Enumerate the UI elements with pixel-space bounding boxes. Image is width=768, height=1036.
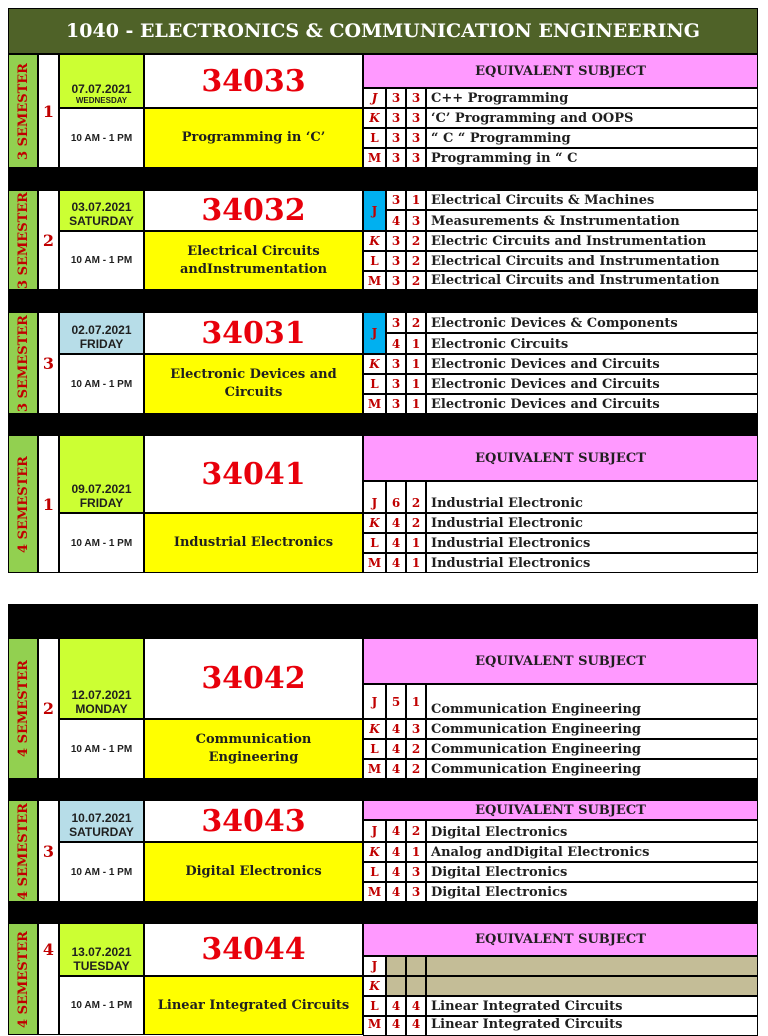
subject-name: Electrical Circuits andInstrumentation bbox=[144, 231, 363, 290]
credit-b: 4 bbox=[406, 996, 426, 1016]
equivalent-subject-name: Communication Engineering bbox=[426, 759, 758, 779]
equivalent-subject-name: Electronic Devices and Circuits bbox=[426, 394, 758, 414]
date-text: 12.07.2021 bbox=[71, 688, 132, 702]
scheme-letter: L bbox=[363, 862, 386, 882]
credit-a: 4 bbox=[386, 842, 406, 862]
scheme-letter: M bbox=[363, 271, 386, 290]
credit-a: 5 bbox=[386, 684, 406, 719]
date-text: 09.07.2021 bbox=[71, 482, 132, 496]
credit-a: 3 bbox=[386, 148, 406, 168]
credit-a: 4 bbox=[386, 862, 406, 882]
equivalent-subject-header: EQUIVALENT SUBJECT bbox=[363, 923, 758, 956]
credit-a: 4 bbox=[386, 882, 406, 902]
equivalent-subject-name: Industrial Electronic bbox=[426, 513, 758, 533]
exam-time: 10 AM - 1 PM bbox=[59, 354, 144, 414]
equivalent-subject-name: Industrial Electronic bbox=[426, 481, 758, 513]
subject-code: 34044 bbox=[144, 923, 363, 976]
day-text: FRIDAY bbox=[79, 337, 124, 351]
exam-block-34043 bbox=[8, 800, 758, 902]
serial-number: 2 bbox=[38, 190, 59, 290]
credit-a: 4 bbox=[386, 333, 406, 354]
subject-code: 34043 bbox=[144, 800, 363, 842]
page-title: 1040 - ELECTRONICS & COMMUNICATION ENGINEERING bbox=[8, 8, 758, 54]
credit-b: 2 bbox=[406, 251, 426, 271]
day-text: FRIDAY bbox=[79, 496, 124, 510]
scheme-letter: J bbox=[363, 481, 386, 513]
credit-a: 4 bbox=[386, 820, 406, 842]
exam-date bbox=[59, 312, 144, 354]
scheme-letter: M bbox=[363, 759, 386, 779]
equivalent-subject-name: Measurements & Instrumentation bbox=[426, 210, 758, 231]
subject-name: Electronic Devices and Circuits bbox=[144, 354, 363, 414]
credit-b: 2 bbox=[406, 312, 426, 333]
equivalent-subject-name: Industrial Electronics bbox=[426, 533, 758, 553]
credit-b: 1 bbox=[406, 354, 426, 374]
day-text: SATURDAY bbox=[69, 214, 134, 228]
subject-code: 34031 bbox=[144, 312, 363, 354]
serial-number: 3 bbox=[38, 800, 59, 902]
exam-block-34042 bbox=[8, 638, 758, 779]
credit-b: 1 bbox=[406, 374, 426, 394]
separator-bar bbox=[8, 779, 758, 800]
semester-label: 4 SEMESTER bbox=[8, 923, 38, 1035]
credit-a bbox=[386, 976, 406, 996]
equivalent-subject-name: Electronic Devices and Circuits bbox=[426, 354, 758, 374]
equivalent-subject-name bbox=[426, 956, 758, 976]
exam-block-34041 bbox=[8, 435, 758, 573]
semester-label: 3 SEMESTER bbox=[8, 54, 38, 168]
serial-number: 3 bbox=[38, 312, 59, 414]
scheme-letter: K bbox=[363, 513, 386, 533]
day-text: WEDNESDAY bbox=[75, 96, 128, 105]
equivalent-subject-name: Digital Electronics bbox=[426, 882, 758, 902]
equivalent-subject-name: Electrical Circuits and Instrumentation bbox=[426, 251, 758, 271]
separator-bar bbox=[8, 168, 758, 190]
subject-name: Industrial Electronics bbox=[144, 513, 363, 573]
equivalent-subject-name: Industrial Electronics bbox=[426, 553, 758, 573]
serial-number-text: 4 bbox=[42, 940, 55, 959]
separator-bar bbox=[8, 902, 758, 923]
exam-date bbox=[59, 190, 144, 231]
equivalent-subject-name: Electric Circuits and Instrumentation bbox=[426, 231, 758, 251]
credit-a: 4 bbox=[386, 996, 406, 1016]
credit-a: 4 bbox=[386, 553, 406, 573]
credit-a: 4 bbox=[386, 1016, 406, 1036]
equivalent-subject-name: Communication Engineering bbox=[426, 719, 758, 739]
equivalent-subject-name: Communication Engineering bbox=[426, 684, 758, 719]
credit-a: 4 bbox=[386, 759, 406, 779]
scheme-letter: K bbox=[363, 719, 386, 739]
exam-time: 10 AM - 1 PM bbox=[59, 231, 144, 290]
scheme-letter: M bbox=[363, 394, 386, 414]
subject-code: 34041 bbox=[144, 435, 363, 513]
exam-block-34033 bbox=[8, 54, 758, 168]
scheme-letter: M bbox=[363, 148, 386, 168]
separator-bar bbox=[8, 290, 758, 312]
credit-a: 3 bbox=[386, 108, 406, 128]
semester-label: 3 SEMESTER bbox=[8, 190, 38, 290]
scheme-letter: M bbox=[363, 1016, 386, 1036]
equivalent-subject-name: Linear Integrated Circuits bbox=[426, 996, 758, 1016]
day-text: SATURDAY bbox=[69, 825, 134, 839]
date-text: 13.07.2021 bbox=[71, 945, 132, 959]
separator-bar bbox=[8, 414, 758, 435]
semester-label: 4 SEMESTER bbox=[8, 638, 38, 779]
scheme-letter: J bbox=[363, 312, 386, 354]
credit-b: 3 bbox=[406, 128, 426, 148]
credit-b: 1 bbox=[406, 190, 426, 210]
exam-time: 10 AM - 1 PM bbox=[59, 719, 144, 779]
credit-b: 1 bbox=[406, 333, 426, 354]
credit-b: 3 bbox=[406, 719, 426, 739]
scheme-letter: L bbox=[363, 374, 386, 394]
credit-b: 2 bbox=[406, 759, 426, 779]
equivalent-subject-name: Linear Integrated Circuits bbox=[426, 1016, 758, 1036]
equivalent-subject-name: Electronic Circuits bbox=[426, 333, 758, 354]
exam-date bbox=[59, 923, 144, 976]
credit-a: 4 bbox=[386, 739, 406, 759]
equivalent-subject-header: EQUIVALENT SUBJECT bbox=[363, 435, 758, 481]
credit-b: 3 bbox=[406, 88, 426, 108]
exam-block-34044 bbox=[8, 923, 758, 1032]
equivalent-subject-name bbox=[426, 976, 758, 996]
equivalent-subject-name: ‘C’ Programming and OOPS bbox=[426, 108, 758, 128]
credit-b: 1 bbox=[406, 684, 426, 719]
date-text: 10.07.2021 bbox=[71, 811, 132, 825]
credit-a: 3 bbox=[386, 374, 406, 394]
credit-a: 4 bbox=[386, 533, 406, 553]
credit-b: 1 bbox=[406, 533, 426, 553]
equivalent-subject-name: Digital Electronics bbox=[426, 862, 758, 882]
credit-b: 2 bbox=[406, 513, 426, 533]
scheme-letter: K bbox=[363, 354, 386, 374]
scheme-letter: M bbox=[363, 882, 386, 902]
credit-a: 4 bbox=[386, 210, 406, 231]
credit-b: 2 bbox=[406, 271, 426, 290]
scheme-letter: L bbox=[363, 533, 386, 553]
scheme-letter: L bbox=[363, 739, 386, 759]
equivalent-subject-name: Electrical Circuits & Machines bbox=[426, 190, 758, 210]
semester-label: 4 SEMESTER bbox=[8, 435, 38, 573]
scheme-letter: J bbox=[363, 88, 386, 108]
subject-name: Programming in ‘C’ bbox=[144, 108, 363, 168]
equivalent-subject-header: EQUIVALENT SUBJECT bbox=[363, 638, 758, 684]
subject-name: Digital Electronics bbox=[144, 842, 363, 902]
equivalent-subject-name: Electrical Circuits and Instrumentation bbox=[426, 271, 758, 290]
credit-a: 3 bbox=[386, 88, 406, 108]
exam-time: 10 AM - 1 PM bbox=[59, 976, 144, 1035]
day-text: TUESDAY bbox=[73, 959, 130, 973]
equivalent-subject-name: “ C “ Programming bbox=[426, 128, 758, 148]
serial-number: 2 bbox=[38, 638, 59, 779]
serial-number bbox=[38, 923, 59, 1035]
subject-code: 34042 bbox=[144, 638, 363, 719]
day-text: MONDAY bbox=[75, 702, 128, 716]
credit-b: 2 bbox=[406, 231, 426, 251]
date-text: 03.07.2021 bbox=[71, 200, 132, 214]
credit-b: 3 bbox=[406, 210, 426, 231]
exam-date bbox=[59, 54, 144, 108]
date-text: 07.07.2021 bbox=[71, 82, 132, 96]
separator-bar bbox=[8, 604, 758, 638]
credit-b bbox=[406, 956, 426, 976]
credit-b: 3 bbox=[406, 862, 426, 882]
exam-time: 10 AM - 1 PM bbox=[59, 513, 144, 573]
scheme-letter: K bbox=[363, 976, 386, 996]
scheme-letter: L bbox=[363, 128, 386, 148]
scheme-letter: J bbox=[363, 956, 386, 976]
scheme-letter: L bbox=[363, 251, 386, 271]
credit-a: 6 bbox=[386, 481, 406, 513]
credit-b: 2 bbox=[406, 739, 426, 759]
scheme-letter: J bbox=[363, 684, 386, 719]
scheme-letter: K bbox=[363, 231, 386, 251]
credit-a: 3 bbox=[386, 251, 406, 271]
credit-a: 3 bbox=[386, 312, 406, 333]
serial-number: 1 bbox=[38, 435, 59, 573]
exam-time: 10 AM - 1 PM bbox=[59, 108, 144, 168]
scheme-letter: J bbox=[363, 190, 386, 231]
equivalent-subject-name: Digital Electronics bbox=[426, 820, 758, 842]
credit-b: 1 bbox=[406, 394, 426, 414]
equivalent-subject-name: Programming in “ C bbox=[426, 148, 758, 168]
subject-code: 34033 bbox=[144, 54, 363, 108]
equivalent-subject-name: Communication Engineering bbox=[426, 739, 758, 759]
scheme-letter: K bbox=[363, 842, 386, 862]
equivalent-subject-name: Electronic Devices & Components bbox=[426, 312, 758, 333]
credit-a: 4 bbox=[386, 719, 406, 739]
credit-b: 3 bbox=[406, 882, 426, 902]
credit-b: 2 bbox=[406, 820, 426, 842]
exam-block-34031 bbox=[8, 312, 758, 414]
equivalent-subject-header: EQUIVALENT SUBJECT bbox=[363, 800, 758, 820]
subject-name: Linear Integrated Circuits bbox=[144, 976, 363, 1035]
credit-b bbox=[406, 976, 426, 996]
scheme-letter: L bbox=[363, 996, 386, 1016]
credit-a: 3 bbox=[386, 190, 406, 210]
equivalent-subject-name: Electronic Devices and Circuits bbox=[426, 374, 758, 394]
scheme-letter: K bbox=[363, 108, 386, 128]
credit-b: 2 bbox=[406, 481, 426, 513]
date-text: 02.07.2021 bbox=[71, 323, 132, 337]
exam-time: 10 AM - 1 PM bbox=[59, 842, 144, 902]
exam-date bbox=[59, 638, 144, 719]
semester-label: 3 SEMESTER bbox=[8, 312, 38, 414]
exam-date bbox=[59, 800, 144, 842]
exam-date bbox=[59, 435, 144, 513]
exam-block-34032 bbox=[8, 190, 758, 290]
credit-a: 3 bbox=[386, 271, 406, 290]
credit-b: 3 bbox=[406, 148, 426, 168]
credit-a: 3 bbox=[386, 128, 406, 148]
scheme-letter: M bbox=[363, 553, 386, 573]
subject-code: 34032 bbox=[144, 190, 363, 231]
credit-a: 4 bbox=[386, 513, 406, 533]
credit-a: 3 bbox=[386, 394, 406, 414]
credit-b: 4 bbox=[406, 1016, 426, 1036]
serial-number: 1 bbox=[38, 54, 59, 168]
credit-b: 1 bbox=[406, 842, 426, 862]
equivalent-subject-header: EQUIVALENT SUBJECT bbox=[363, 54, 758, 88]
credit-a: 3 bbox=[386, 354, 406, 374]
scheme-letter: J bbox=[363, 820, 386, 842]
credit-b: 3 bbox=[406, 108, 426, 128]
semester-label: 4 SEMESTER bbox=[8, 800, 38, 902]
credit-a: 3 bbox=[386, 231, 406, 251]
subject-name: Communication Engineering bbox=[144, 719, 363, 779]
equivalent-subject-name: C++ Programming bbox=[426, 88, 758, 108]
equivalent-subject-name: Analog andDigital Electronics bbox=[426, 842, 758, 862]
credit-b: 1 bbox=[406, 553, 426, 573]
credit-a bbox=[386, 956, 406, 976]
